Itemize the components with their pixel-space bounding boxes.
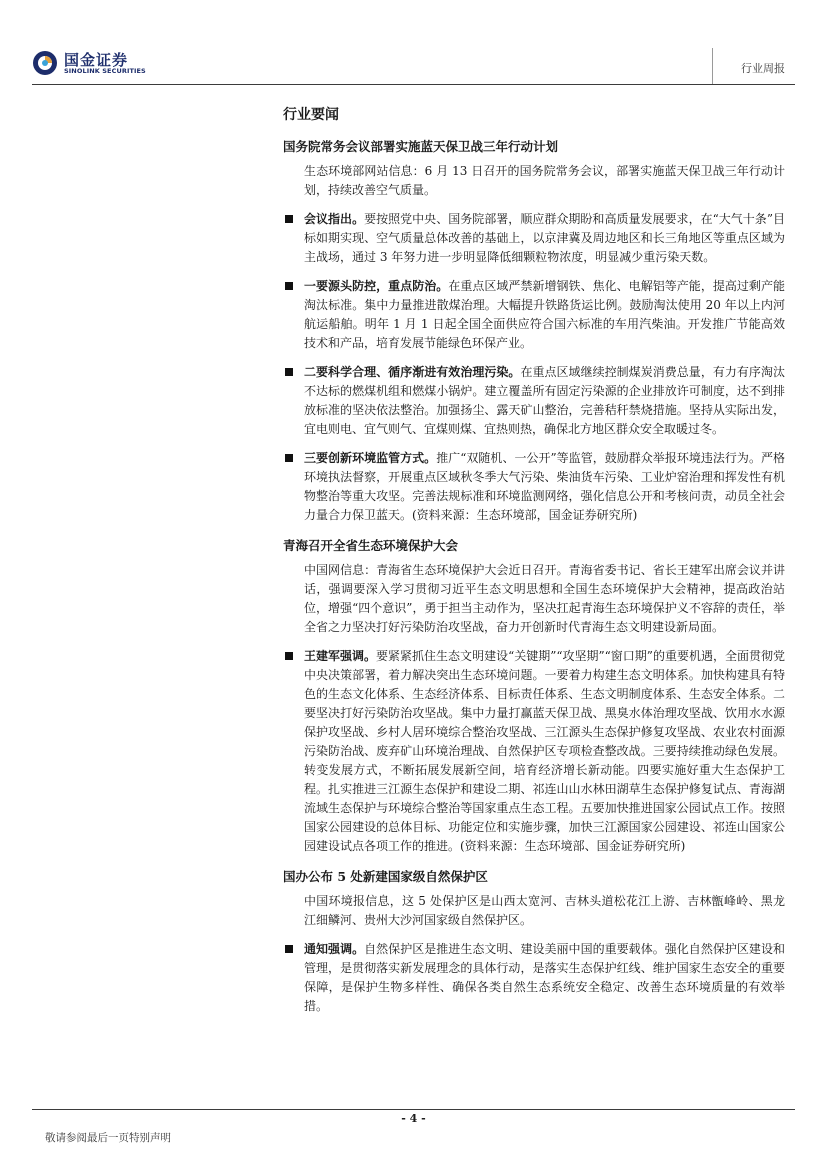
- bullet-item: [283, 647, 785, 856]
- bullet-lead: 二要科学合理、循序渐进有效治理污染。: [304, 365, 521, 379]
- header-rule: [32, 84, 795, 85]
- bullet-square-icon: [285, 945, 293, 953]
- news-intro: 中国环境报信息，这 5 处保护区是山西太宽河、吉林头道松花江上游、吉林甑峰岭、黑龙江细鳞河、贵州大沙河国家级自然保护区。: [304, 894, 785, 927]
- bullet-item: [283, 210, 785, 267]
- disclaimer-text: 敬请参阅最后一页特别声明: [45, 1132, 171, 1144]
- news-title: 国务院常务会议部署实施蓝天保卫战三年行动计划: [283, 139, 559, 154]
- bullet-lead: 一要源头防控，重点防治。: [304, 279, 449, 293]
- bullet-square-icon: [285, 282, 293, 290]
- sinolink-logo-icon: [32, 50, 58, 76]
- bullet-text: 在重点区域继续控制煤炭消费总量，有力有序淘汰不达标的燃煤机组和燃煤小锅炉。建立覆盖所有固定污染源的企业排放许可制度，达不到排放标准的坚决依法整治。加强扬尘、露天矿山整治，完善秸秆禁烧措施。坚持从实际出发，宜电则电、宜气则气、宜煤则煤、宜热则热，确保北方地区群众安全取暖过冬。: [304, 365, 785, 436]
- news-intro: 生态环境部网站信息：6 月 13 日召开的国务院常务会议，部署实施蓝天保卫战三年行动计划，持续改善空气质量。: [304, 164, 785, 197]
- news-title: 青海召开全省生态环境保护大会: [283, 538, 459, 553]
- bullet-item: [283, 277, 785, 353]
- company-logo: [32, 48, 172, 78]
- bullet-lead: 通知强调。: [304, 942, 365, 956]
- news-intro: 中国网信息：青海省生态环境保护大会近日召开。青海省委书记、省长王建军出席会议并讲话，强调要深入学习贯彻习近平生态文明思想和全国生态环境保护大会精神，提高政治站位，增强“四个意识”，勇于担当主动作为，坚决扛起青海生态环境保护义不容辞的责任，举全省之力坚决打好污染防治攻坚战，奋力开创新时代青海生态文明建设新局面。: [304, 563, 785, 634]
- bullet-item: [283, 363, 785, 439]
- page-number: - 4 -: [401, 1112, 426, 1125]
- page-footer: [0, 1100, 827, 1170]
- section-title: 行业要闻: [283, 107, 339, 123]
- news-title: 国办公布 5 处新建国家级自然保护区: [283, 869, 488, 884]
- news-item: [283, 868, 785, 1016]
- bullet-text: 要按照党中央、国务院部署，顺应群众期盼和高质量发展要求，在“大气十条”目标如期实现、空气质量总体改善的基础上，以京津冀及周边地区和长三角地区等重点区域为主战场，通过 3 年努力进一步明显降低细颗粒物浓度，明显减少重污染天数。: [304, 212, 785, 264]
- bullet-text: 要紧紧抓住生态文明建设“关键期”“攻坚期”“窗口期”的重要机遇，全面贯彻党中央决策部署，着力解决突出生态环境问题。一要着力构建生态文明体系。加快构建具有特色的生态文化体系、生态经济体系、目标责任体系、生态文明制度体系、生态安全体系。二要坚决打好污染防治攻坚战。集中力量打赢蓝天保卫战、黑臭水体治理攻坚战、饮用水水源保护攻坚战、乡村人居环境综合整治攻坚战、三江源头生态保护修复攻坚战、农业农村面源污染防治战、废弃矿山环境治理战、自然保护区专项检查整改战。三要持续推动绿色发展。转变发展方式，不断拓展发展新空间，培育经济增长新动能。四要实施好重大生态保护工程。扎实推进三江源生态保护和建设二期、祁连山山水林田湖草生态保护修复试点、青海湖流域生态保护与环境综合整治等国家重点生态工程。五要加快推进国家公园试点工作。按照国家公园建设的总体目标、功能定位和实施步骤，加快三江源国家公园建设、祁连山国家公园建设试点各项工作的推进。(资料来源：生态环境部、国金证券研究所): [304, 649, 785, 853]
- bullet-square-icon: [285, 454, 293, 462]
- bullet-item: [283, 449, 785, 525]
- bullet-square-icon: [285, 368, 293, 376]
- footer-rule: [32, 1109, 795, 1110]
- bullet-text: 推广“双随机、一公开”等监管，鼓励群众举报环境违法行为。严格环境执法督察，开展重点区域秋冬季大气污染、柴油货车污染、工业炉窑治理和挥发性有机物整治等重大攻坚。完善法规标准和环境监测网络，强化信息公开和考核问责，动员全社会力量合力保卫蓝天。(资料来源：生态环境部，国金证券研究所): [304, 451, 785, 522]
- bullet-lead: 三要创新环境监管方式。: [304, 451, 437, 465]
- logo-chinese-text: 国金证券: [64, 51, 129, 69]
- bullet-text: 在重点区域严禁新增钢铁、焦化、电解铝等产能，提高过剩产能淘汰标准。集中力量推进散煤治理。大幅提升铁路货运比例。鼓励淘汰使用 20 年以上内河航运船舶。明年 1 月 1 日起全国全面供应符合国六标准的车用汽柴油。开发推广节能高效技术和产品，培育发展节能绿色环保产业。: [304, 279, 785, 350]
- bullet-item: [283, 940, 785, 1016]
- bullet-square-icon: [285, 215, 293, 223]
- bullet-text: 自然保护区是推进生态文明、建设美丽中国的重要载体。强化自然保护区建设和管理，是贯彻落实新发展理念的具体行动，是落实生态保护红线、维护国家生态安全的重要保障，是保护生物多样性、确保各类自然生态系统安全稳定、改善生态环境质量的有效举措。: [304, 942, 785, 1013]
- bullet-lead: 会议指出。: [304, 212, 365, 226]
- news-item: [283, 537, 785, 856]
- main-content: [283, 96, 785, 1026]
- header-divider: [712, 48, 713, 84]
- page-header: [0, 0, 827, 90]
- report-type: 行业周报: [741, 62, 785, 75]
- news-item: [283, 138, 785, 525]
- bullet-square-icon: [285, 652, 293, 660]
- logo-english-text: SINOLINK SECURITIES: [64, 67, 146, 75]
- bullet-lead: 王建军强调。: [304, 649, 377, 663]
